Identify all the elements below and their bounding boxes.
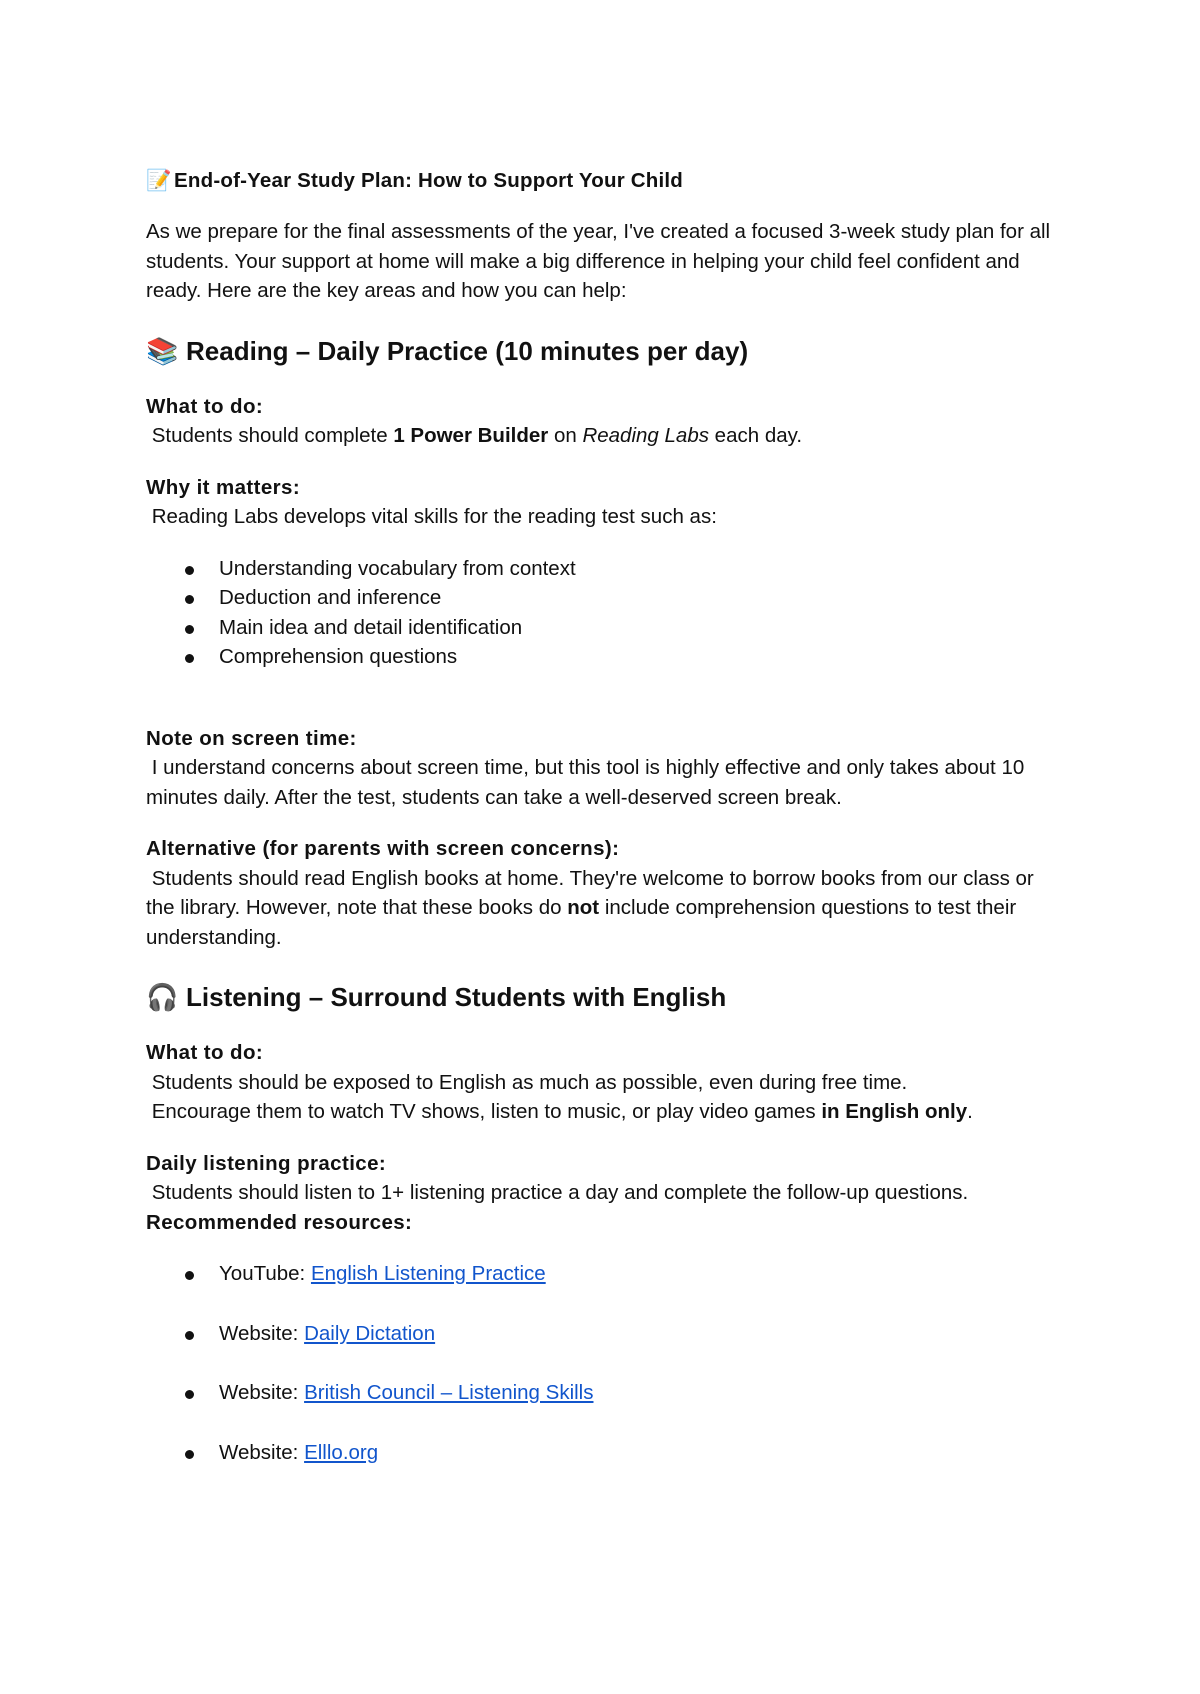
document-body [146,166,1066,1497]
books-icon: 📚 [146,335,179,366]
screen-time-note [146,724,1066,813]
resource-prefix: Website: [219,1440,305,1464]
alternative-pre: Students should read English books at home. They're welcome to borrow books from our class or the library. However, note that these books do [146,866,1034,919]
listening-what-line2-bold: in English only [821,1100,968,1123]
reading-skills-list [146,554,1066,672]
list-item [146,1319,1066,1349]
resources-list [146,1259,1066,1467]
document-title-text: End-of-Year Study Plan: How to Support Your Child [174,169,684,192]
reading-what-to-do [146,392,1066,451]
listening-what-line2-pre: Encourage them to watch TV shows, listen to music, or play video games [151,1100,822,1123]
listening-what-to-do [146,1038,1066,1127]
reading-what-label: What to do: [146,394,264,418]
reading-what-bold: 1 Power Builder [393,424,549,447]
alternative-bold: not [567,896,600,919]
list-item: Deduction and inference [146,583,1066,613]
reading-what-pre: Students should complete [151,424,394,447]
resource-prefix: Website: [219,1321,305,1345]
reading-what-text [146,421,1066,451]
daily-listening-text [146,1178,1066,1208]
british-council-link[interactable]: British Council – Listening Skills [304,1381,594,1404]
listening-what-line1 [146,1068,1066,1098]
note-text-span: I understand concerns about screen time, but this tool is highly effective and only takes about 10 minutes daily. After the test, students can take a well-deserved screen break. [146,756,1025,809]
list-item [146,1438,1066,1468]
reading-why-text [146,502,1066,532]
alternative-block [146,834,1066,952]
memo-icon: 📝 [146,169,172,192]
note-label: Note on screen time: [146,726,357,750]
listening-what-line2 [146,1097,1066,1127]
reading-why-matters [146,473,1066,532]
resource-prefix: Website: [219,1381,305,1404]
listening-what-line1-span: Students should be exposed to English as much as possible, even during free time. [151,1070,908,1094]
reading-what-mid: on [548,424,583,447]
reading-what-post: each day. [708,424,803,447]
list-item [146,1378,1066,1408]
alternative-label: Alternative (for parents with screen concerns): [146,837,620,860]
list-item: Understanding vocabulary from context [146,554,1066,584]
listening-what-label: What to do: [146,1041,264,1064]
alternative-post: include comprehension questions to test their understanding. [146,896,1017,949]
listening-what-line2-post: . [967,1100,973,1123]
document-title [146,166,1066,196]
intro-paragraph: As we prepare for the final assessments of the year, I've created a focused 3-week study plan for all students. Your support at home will make a big difference in helping your child feel confident and ready. Here are the key areas and how you can help: [146,220,1051,302]
list-item: Main idea and detail identification [146,613,1066,643]
note-text [146,753,1066,812]
daily-dictation-link[interactable]: Daily Dictation [304,1321,436,1345]
reading-what-italic: Reading Labs [582,424,709,447]
list-item [146,1259,1066,1289]
alternative-text [146,864,1066,953]
reading-why-text-span: Reading Labs develops vital skills for the reading test such as: [151,505,717,528]
list-item: Comprehension questions [146,642,1066,672]
resource-prefix: YouTube: [219,1262,311,1285]
reading-heading-text: Reading – Daily Practice (10 minutes per day) [186,335,749,366]
daily-listening-label: Daily listening practice: [146,1151,387,1175]
reading-why-label: Why it matters: [146,475,301,499]
headphones-icon: 🎧 [146,982,179,1012]
elllo-link[interactable]: Elllo.org [304,1440,379,1464]
youtube-listening-link[interactable]: English Listening Practice [310,1262,546,1285]
daily-listening-block [146,1149,1066,1238]
reading-heading [146,332,1066,370]
daily-listening-text-span: Students should listen to 1+ listening practice a day and complete the follow-up questions. [151,1181,969,1204]
listening-heading [146,978,1066,1016]
listening-heading-text: Listening – Surround Students with English [186,982,727,1012]
resources-label: Recommended resources: [146,1210,413,1234]
